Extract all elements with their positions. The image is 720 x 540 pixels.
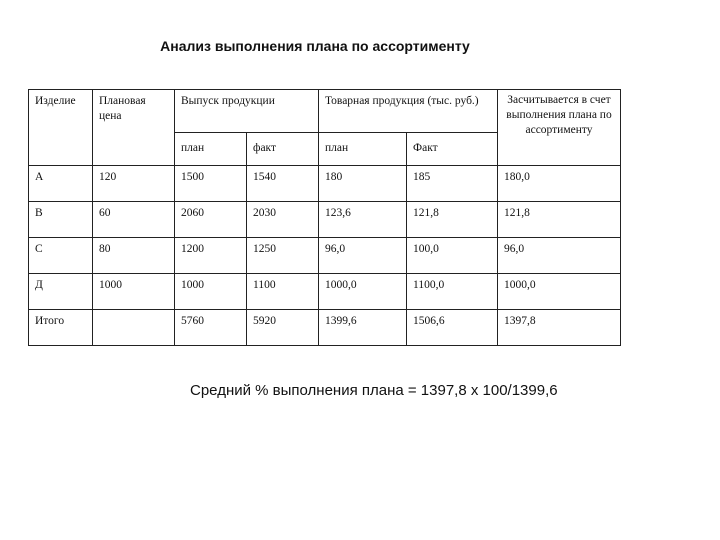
cell-vypusk-plan: 1500 bbox=[181, 171, 204, 183]
cell-tovarnaya-fakt: 100,0 bbox=[413, 243, 439, 255]
table-row bbox=[29, 238, 621, 274]
cell-zaschityvaetsya: 1000,0 bbox=[504, 279, 536, 291]
cell-vypusk-plan: 1200 bbox=[181, 243, 204, 255]
cell-vypusk-fakt: 1250 bbox=[253, 243, 276, 255]
cell-price: 120 bbox=[99, 171, 117, 183]
cell-vypusk-plan: 1000 bbox=[181, 279, 204, 291]
cell-tovarnaya-plan: 123,6 bbox=[325, 207, 351, 219]
cell-zaschityvaetsya: 180,0 bbox=[504, 171, 530, 183]
cell-tovarnaya-fakt: 185 bbox=[413, 171, 431, 183]
cell-vypusk-fakt: 1540 bbox=[253, 171, 276, 183]
cell-item: Итого bbox=[35, 315, 65, 327]
subheader-tovarnaya-plan: план bbox=[319, 133, 407, 166]
header-zaschityvaetsya: Засчитывается в счет выполнения плана по ассортименту bbox=[498, 90, 621, 166]
cell-price: 60 bbox=[99, 207, 111, 219]
cell-tovarnaya-plan: 180 bbox=[325, 171, 343, 183]
cell-vypusk-plan: 2060 bbox=[181, 207, 204, 219]
header-tovarnaya: Товарная продукция (тыс. руб.) bbox=[319, 90, 498, 133]
cell-item: С bbox=[35, 243, 43, 255]
header-planovaya-cena: Плановая цена bbox=[93, 90, 175, 166]
cell-zaschityvaetsya: 121,8 bbox=[504, 207, 530, 219]
table-row bbox=[29, 166, 621, 202]
cell-tovarnaya-fakt: 121,8 bbox=[413, 207, 439, 219]
cell-price: 80 bbox=[99, 243, 111, 255]
table-row bbox=[29, 202, 621, 238]
cell-item: В bbox=[35, 207, 43, 219]
cell-vypusk-fakt: 5920 bbox=[253, 315, 276, 327]
subheader-vypusk-plan: план bbox=[175, 133, 247, 166]
cell-tovarnaya-plan: 1399,6 bbox=[325, 315, 357, 327]
cell-item: А bbox=[35, 171, 44, 183]
cell-zaschityvaetsya: 96,0 bbox=[504, 243, 525, 255]
cell-vypusk-plan: 5760 bbox=[181, 315, 204, 327]
subheader-tovarnaya-fakt: Факт bbox=[407, 133, 498, 166]
cell-item: Д bbox=[35, 279, 43, 291]
header-row bbox=[29, 90, 621, 133]
page-title: Анализ выполнения плана по ассортименту bbox=[160, 38, 470, 54]
cell-tovarnaya-plan: 1000,0 bbox=[325, 279, 357, 291]
header-vypusk: Выпуск продукции bbox=[175, 90, 319, 133]
cell-price bbox=[93, 310, 174, 314]
total-row bbox=[29, 310, 621, 346]
formula-text: Средний % выполнения плана = 1397,8 х 100/1399,6 bbox=[190, 382, 558, 399]
table-row bbox=[29, 274, 621, 310]
cell-tovarnaya-fakt: 1506,6 bbox=[413, 315, 445, 327]
cell-zaschityvaetsya: 1397,8 bbox=[504, 315, 536, 327]
cell-vypusk-fakt: 2030 bbox=[253, 207, 276, 219]
subheader-vypusk-fakt: факт bbox=[247, 133, 319, 166]
cell-tovarnaya-fakt: 1100,0 bbox=[413, 279, 445, 291]
cell-price: 1000 bbox=[99, 279, 122, 291]
assortment-table bbox=[28, 89, 621, 346]
cell-tovarnaya-plan: 96,0 bbox=[325, 243, 346, 255]
cell-vypusk-fakt: 1100 bbox=[253, 279, 276, 291]
header-izdelie: Изделие bbox=[29, 90, 93, 166]
